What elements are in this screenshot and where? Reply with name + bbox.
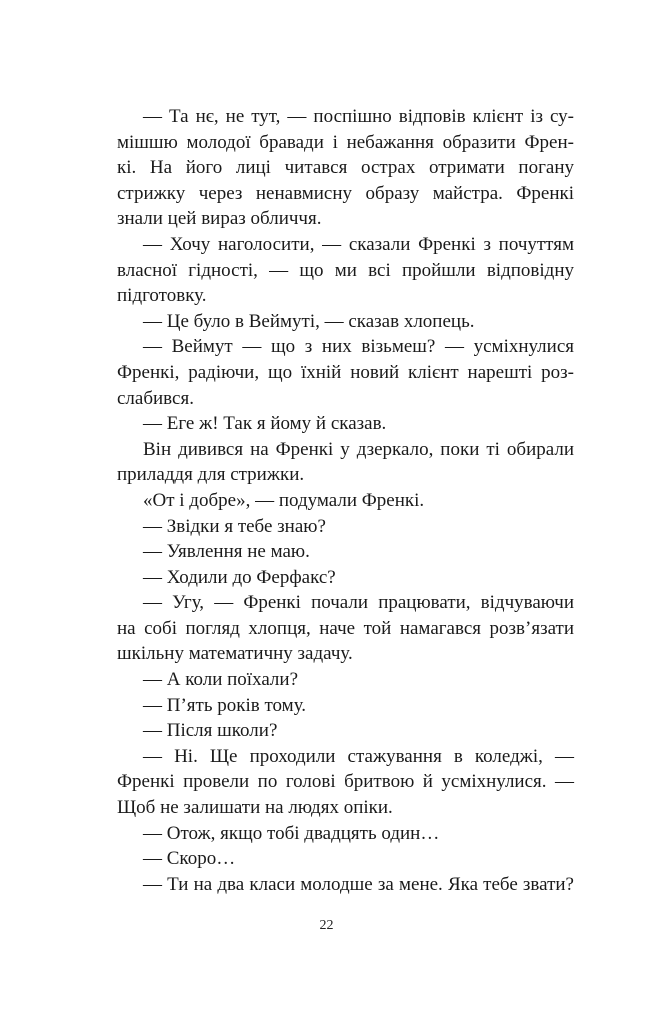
text-line: слабився. [117, 387, 194, 409]
text-line: — Угу, — Френкі почали працювати, відчуваючи [143, 592, 574, 614]
text-line: знали цей вираз обличчя. [117, 208, 322, 230]
body-text [117, 104, 574, 897]
page-number: 22 [319, 918, 334, 933]
text-line: — П’ять років тому. [143, 694, 307, 716]
text-line: власної гідності, — що ми всі пройшли відповідну [117, 259, 574, 281]
text-line: — Звідки я тебе знаю? [143, 515, 326, 537]
text-line: приладдя для стрижки. [117, 464, 305, 486]
text-line: підготовку. [117, 285, 207, 307]
text-line: стрижку через ненавмисну образу майстра. Френкі [117, 182, 574, 204]
text-line: «От і добре», — подумали Френкі. [143, 489, 425, 511]
text-line: — Веймут — що з них візьмеш? — усміхнулися [143, 336, 574, 358]
text-line: Френкі, радіючи, що їхній новий клієнт нарешті роз- [117, 361, 574, 383]
text-line: — Ти на два класи молодше за мене. Яка тебе звати? [143, 873, 574, 895]
text-line: — Еге ж! Так я йому й сказав. [143, 413, 387, 435]
text-line: — Скоро… [143, 848, 236, 870]
text-line: мішшю молодої бравади і небажання образити Френ- [117, 131, 574, 153]
text-line: — Ходили до Ферфакс? [143, 566, 336, 588]
text-line: — Хочу наголосити, — сказали Френкі з почуттям [143, 233, 574, 255]
text-line: шкільну математичну задачу. [117, 643, 353, 665]
text-line: — Та нє, не тут, — поспішно відповів клієнт із су- [143, 106, 574, 127]
text-line: — Отож, якщо тобі двадцять один… [143, 822, 440, 844]
text-line: — Після школи? [143, 720, 278, 742]
text-line: Щоб не залишати на людях опіки. [117, 797, 393, 819]
text-line: на собі погляд хлопця, наче той намагався розв’язати [117, 617, 574, 639]
text-line: — Ні. Ще проходили стажування в коледжі, — [143, 745, 574, 767]
text-line: кі. На його лиці читався острах отримати погану [117, 157, 574, 179]
text-line: — Уявлення не маю. [143, 541, 310, 563]
text-line: — Це було в Веймуті, — сказав хлопець. [143, 310, 475, 332]
text-line: Він дивився на Френкі у дзеркало, поки ті обирали [143, 438, 574, 460]
text-line: Френкі провели по голові бритвою й усміхнулися. — [117, 771, 574, 793]
text-line: — А коли поїхали? [143, 669, 299, 691]
